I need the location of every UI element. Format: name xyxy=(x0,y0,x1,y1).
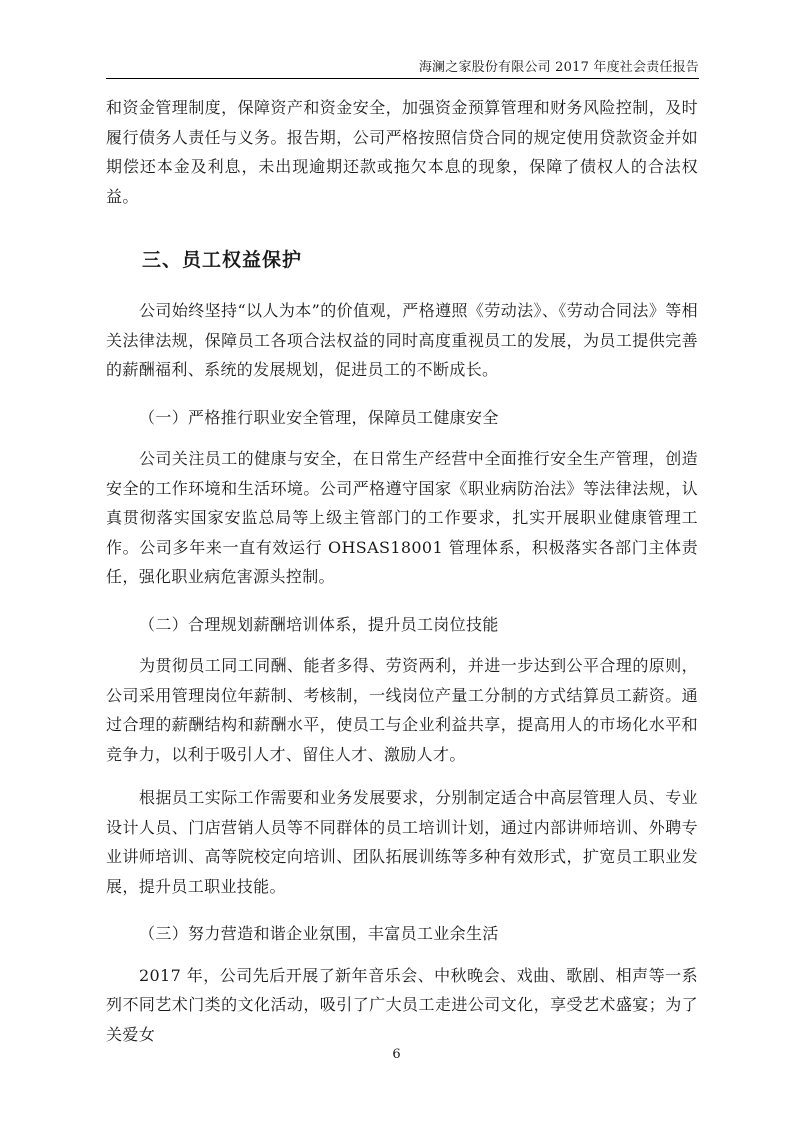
subsection-3-paragraph-1: 2017 年，公司先后开展了新年音乐会、中秋晚会、戏曲、歌剧、相声等一系列不同艺术门类的文化活动，吸引了广大员工走进公司文化，享受艺术盛宴；为了关爱女 xyxy=(106,965,698,1044)
subsection-2-title: （二）合理规划薪酬培训体系，提升员工岗位技能 xyxy=(139,614,499,634)
subsection-2-paragraph-2: 根据员工实际工作需要和业务发展要求，分别制定适合中高层管理人员、专业设计人员、门店营销人员等不同群体的员工培训计划，通过内部讲师培训、外聘专业讲师培训、高等院校定向培训、团队拓展训练等多种有效形式，扩宽员工职业发展，提升员工职业技能。 xyxy=(106,788,698,896)
subsection-1-paragraph-1: 公司关注员工的健康与安全，在日常生产经营中全面推行安全生产管理，创造安全的工作环境和生活环境。公司严格遵守国家《职业病防治法》等法律法规，认真贯彻落实国家安监总局等上级主管部门的工作要求，扎实开展职业健康管理工作。公司多年来一直有效运行 OHSAS18001 管理体系，积极落实各部门主体责任，强化职业病危害源头控制。 xyxy=(106,449,698,586)
intro-paragraph: 和资金管理制度，保障资产和资金安全，加强资金预算管理和财务风险控制，及时履行债务人责任与义务。报告期，公司严格按照信贷合同的规定使用贷款资金并如期偿还本金及利息，未出现逾期还款或拖欠本息的现象，保障了债权人的合法权益。 xyxy=(106,98,698,206)
paragraph-spacer xyxy=(106,769,698,783)
subsection-1-title: （一）严格推行职业安全管理，保障员工健康安全 xyxy=(139,407,499,427)
document-body xyxy=(106,93,698,1049)
subsection-3-title: （三）努力营造和谐企业氛围，丰富员工业余生活 xyxy=(139,924,499,943)
report-header-title: 海澜之家股份有限公司 2017 年度社会责任报告 xyxy=(418,60,699,75)
section-title: 三、员工权益保护 xyxy=(142,249,303,271)
subsection-2-paragraph-1: 为贯彻员工同工同酬、能者多得、劳资两利，并进一步达到公平合理的原则，公司采用管理岗位年薪制、考核制，一线岗位产量工分制的方式结算员工薪资。通过合理的薪酬结构和薪酬水平，使员工与企业利益共享，提高用人的市场化水平和竞争力，以利于吸引人才、留住人才、激励人才。 xyxy=(106,656,698,764)
page-header xyxy=(106,58,699,79)
page-number: 6 xyxy=(392,1047,401,1062)
section-intro-paragraph: 公司始终坚持“以人为本”的价值观，严格遵照《劳动法》、《劳动合同法》等相关法律法规，保障员工各项合法权益的同时高度重视员工的发展，为员工提供完善的薪酬福利、系统的发展规划，促进员工的不断成长。 xyxy=(106,301,698,379)
